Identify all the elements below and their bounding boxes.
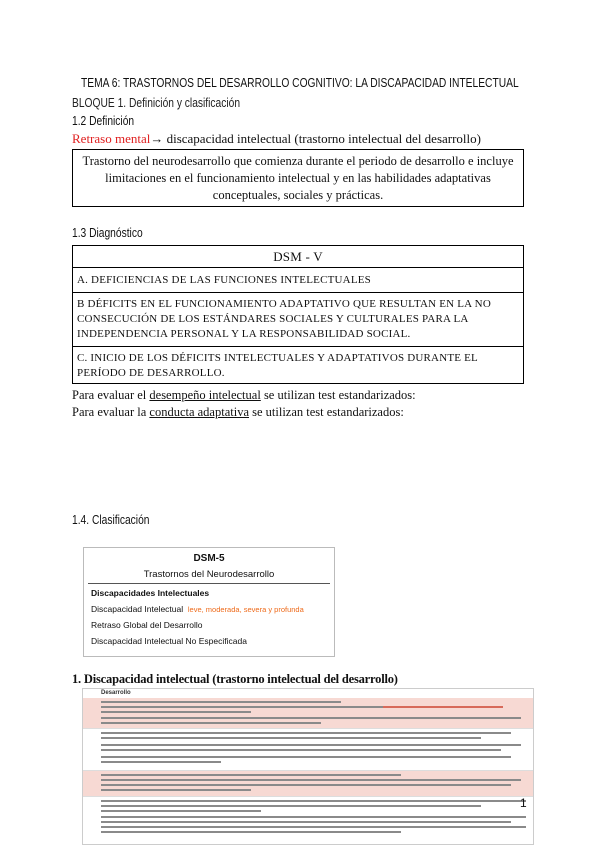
section-1-4-heading: 1.4. Clasificación xyxy=(72,513,150,527)
old-term: Retraso mental xyxy=(72,131,151,146)
block-heading: BLOQUE 1. Definición y clasificación xyxy=(72,96,241,110)
new-term: → discapacidad intelectual (trastorno intelectual del desarrollo) xyxy=(150,131,481,146)
dsm5-title: DSM-5 xyxy=(193,553,225,564)
heading-intellectual-disability: 1. Discapacidad intelectual (trastorno intelectual del desarrollo) xyxy=(72,672,398,686)
criterion-a: A. DEFICIENCIAS DE LAS FUNCIONES INTELECTUALES xyxy=(73,268,524,293)
eval-adaptive-line: Para evaluar la conducta adaptativa se utilizan test estandarizados: xyxy=(72,405,404,419)
criterion-b: B DÉFICITS EN EL FUNCIONAMIENTO ADAPTATIVO QUE RESULTAN EN LA NO CONSECUCIÓN DE LOS ESTÁNDARES SOCIALES Y CULTURALES PARA LA INDEPENDENCIA PERSONAL Y LA RESPONSABILIDAD SOCIAL. xyxy=(73,293,524,347)
criterion-c: C. INICIO DE LOS DÉFICITS INTELECTUALES Y ADAPTATIVOS DURANTE EL PERÍODO DE DESARROLLO. xyxy=(73,347,524,384)
dsm5-item-intellectual-disability: Discapacidad Intelectual leve, moderada, severa y profunda xyxy=(91,604,304,614)
severity-levels: leve, moderada, severa y profunda xyxy=(187,605,304,614)
dsm5-item-unspecified: Discapacidad Intelectual No Especificada xyxy=(91,636,247,646)
table-header: DSM - V xyxy=(73,246,524,268)
thumbnail-header: Desarrollo xyxy=(101,690,131,696)
dsm-v-criteria-table xyxy=(72,245,524,384)
definition-text: Trastorno del neurodesarrollo que comienza durante el periodo de desarrollo e incluye limitaciones en el funcionamiento intelectual y en las habilidades adaptativas conceptuales, sociales y prácticas. xyxy=(82,154,514,202)
page-number: 1 xyxy=(520,796,527,810)
definition-box xyxy=(72,149,524,207)
dsm5-item-global-delay: Retraso Global del Desarrollo xyxy=(91,620,203,630)
adaptive-behavior-term: conducta adaptativa xyxy=(149,405,249,419)
divider xyxy=(88,583,330,584)
intellectual-performance-term: desempeño intelectual xyxy=(149,388,261,402)
section-1-2-heading: 1.2 Definición xyxy=(72,114,135,128)
definition-term-line xyxy=(72,131,481,147)
document-title: TEMA 6: TRASTORNOS DEL DESARROLLO COGNITIVO: LA DISCAPACIDAD INTELECTUAL xyxy=(81,76,519,90)
dsm5-category: Discapacidades Intelectuales xyxy=(91,588,210,598)
severity-table-image xyxy=(82,688,534,845)
dsm5-subtitle: Trastornos del Neurodesarrollo xyxy=(143,569,275,580)
eval-intellectual-line: Para evaluar el desempeño intelectual se utilizan test estandarizados: xyxy=(72,388,416,402)
section-1-3-heading: 1.3 Diagnóstico xyxy=(72,226,143,240)
dsm5-classification-image xyxy=(83,547,335,657)
